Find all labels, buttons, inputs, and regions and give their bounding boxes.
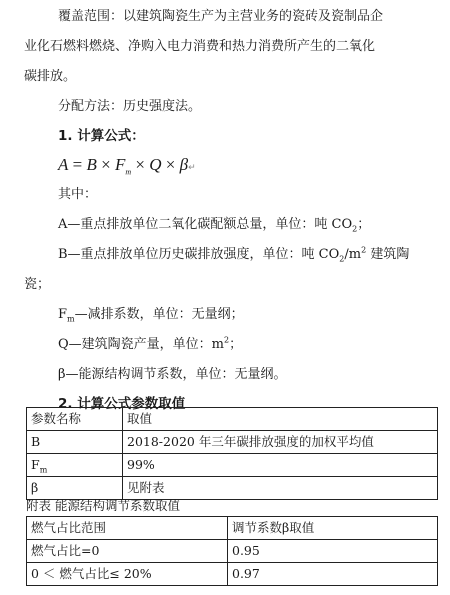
definition-b <box>24 240 442 270</box>
formula-q: Q <box>149 155 162 174</box>
table-header-cell: 调节系数β取值 <box>228 517 438 540</box>
coverage-line-2: 业化石燃料燃烧、净购入电力消费和热力消费所产生的二氧化 <box>24 39 376 54</box>
table-header-cell: 燃气占比范围 <box>27 517 228 540</box>
definition-b-end: 建筑陶 <box>366 247 410 262</box>
table-header-cell: 参数名称 <box>27 408 123 431</box>
definition-q-text: Q—建筑陶瓷产量，单位：m <box>58 337 224 352</box>
formula <box>24 150 442 183</box>
param-name: B <box>31 434 41 449</box>
definition-beta: β—能源结构调节系数，单位：无量纲。 <box>58 367 287 382</box>
heading-formula: 1. 计算公式： <box>58 128 145 144</box>
definition-b-unit: /m <box>344 247 362 262</box>
table-cell-range: 燃气占比=0 <box>27 540 228 563</box>
definition-f-subscript: m <box>67 314 75 324</box>
heading-parameters: 2. 计算公式参数取值 <box>58 396 186 412</box>
definition-q <box>24 330 442 360</box>
param-name: β <box>31 480 39 495</box>
table-cell-value: 99% <box>123 454 438 477</box>
formula-times-1: × <box>96 155 115 174</box>
definition-b-text: B—重点排放单位历史碳排放强度，单位：吨 CO <box>58 247 340 262</box>
formula-beta: β <box>179 155 189 174</box>
definition-f-symbol: F <box>58 307 68 322</box>
appendix-table <box>26 516 438 586</box>
param-name-subscript: m <box>39 465 48 475</box>
definition-b-superscript: 2 <box>361 245 367 255</box>
table-cell-value: 0.95 <box>228 540 438 563</box>
table-cell-name <box>27 431 123 454</box>
coverage-line-1: 覆盖范围：以建筑陶瓷生产为主营业务的瓷砖及瓷制品企 <box>58 9 384 24</box>
table-cell-name <box>27 454 123 477</box>
definition-b-subscript: 2 <box>339 254 345 264</box>
definition-a-text: A—重点排放单位二氧化碳配额总量，单位：吨 CO <box>58 217 353 232</box>
formula-times-2: × <box>131 155 150 174</box>
definition-q-superscript: 2 <box>224 335 230 345</box>
formula-b: B <box>86 155 97 174</box>
definition-f-text: —减排系数，单位：无量纲； <box>74 307 244 322</box>
coverage-line-3: 碳排放。 <box>24 69 77 84</box>
param-name: F <box>31 457 40 472</box>
definition-q-end: ； <box>229 337 243 352</box>
appendix-caption: 附表 能源结构调节系数取值 <box>26 498 180 513</box>
formula-times-3: × <box>161 155 180 174</box>
definition-b-line-2: 瓷； <box>24 277 51 292</box>
parameter-table <box>26 407 438 500</box>
formula-a: A <box>58 155 69 174</box>
table-cell-range: 0 ＜ 燃气占比≤ 20% <box>27 563 228 586</box>
table-row <box>27 454 438 477</box>
paragraph-mark-icon: ↵ <box>188 163 196 173</box>
table-header-row <box>27 517 438 540</box>
table-row <box>27 431 438 454</box>
definition-a <box>24 210 442 240</box>
definition-a-end: ； <box>357 217 371 232</box>
method-paragraph: 分配方法：历史强度法。 <box>58 99 202 114</box>
table-cell-value: 见附表 <box>123 477 438 500</box>
table-header-cell: 取值 <box>123 408 438 431</box>
table-cell-value: 2018-2020 年三年碳排放强度的加权平均值 <box>123 431 438 454</box>
formula-equals: = <box>68 155 87 174</box>
table-cell-value: 0.97 <box>228 563 438 586</box>
table-row <box>27 540 438 563</box>
where-label: 其中： <box>58 187 98 202</box>
formula-f: F <box>114 155 126 174</box>
definition-a-subscript: 2 <box>352 224 358 234</box>
definition-f <box>24 300 442 330</box>
table-row <box>27 563 438 586</box>
formula-f-subscript: m <box>125 167 132 177</box>
table-header-row <box>27 408 438 431</box>
